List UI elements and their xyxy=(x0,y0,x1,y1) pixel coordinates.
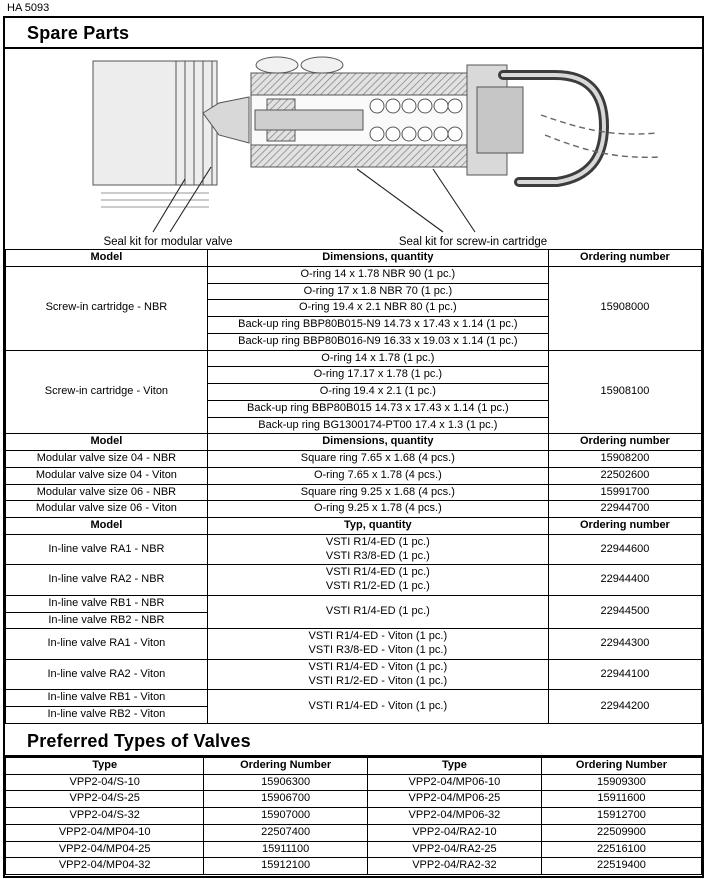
doc-number: HA 5093 xyxy=(7,2,50,14)
dimensions-column-header: Dimensions, quantity xyxy=(207,434,548,451)
table-header-row xyxy=(6,757,702,774)
ordering-number-cell: 15908000 xyxy=(548,266,701,350)
model-cell: In-line valve RA2 - NBR xyxy=(6,565,208,596)
dimension-cell xyxy=(207,565,548,596)
cell-line: VSTI R1/4-ED - Viton (1 pc.) xyxy=(308,699,448,712)
dimension-cell: Back-up ring BBP80B015 14.73 x 17.43 x 1.14 (1 pc.) xyxy=(207,400,548,417)
type-cell: VPP2-04/MP06-32 xyxy=(367,808,541,825)
type-cell: VPP2-04/MP04-25 xyxy=(6,841,204,858)
type-column-header: Type xyxy=(367,757,541,774)
ordering-column-header: Ordering Number xyxy=(541,757,701,774)
table-row xyxy=(6,774,702,791)
cell-line: VSTI R1/4-ED - Viton (1 pc.) xyxy=(308,660,448,673)
model-cell: In-line valve RB2 - NBR xyxy=(6,612,208,629)
table-row xyxy=(6,501,702,518)
dimension-cell: Back-up ring BG1300174-PT00 17.4 x 1.3 (1 pc.) xyxy=(207,417,548,434)
ordering-number-cell: 15912700 xyxy=(541,808,701,825)
cell-line: VSTI R1/4-ED (1 pc.) xyxy=(325,605,430,618)
valve-drawing xyxy=(5,49,702,249)
model-cell: Modular valve size 04 - Viton xyxy=(6,467,208,484)
type-cell: VPP2-04/MP04-32 xyxy=(6,858,204,875)
ordering-number-cell: 22944400 xyxy=(548,565,701,596)
spare-parts-table xyxy=(5,249,702,724)
table-header-row xyxy=(6,434,702,451)
ordering-number-cell: 22944500 xyxy=(548,595,701,629)
table-row xyxy=(6,350,702,367)
content-frame xyxy=(3,16,704,878)
model-column-header: Model xyxy=(6,434,208,451)
cell-line: VSTI R3/8-ED - Viton (1 pc.) xyxy=(308,644,448,656)
ordering-number-cell: 22944100 xyxy=(548,659,701,690)
preferred-tbody xyxy=(6,757,702,874)
table-row xyxy=(6,659,702,690)
preferred-types-table xyxy=(5,757,702,875)
table-row xyxy=(6,858,702,875)
ordering-number-cell: 15991700 xyxy=(548,484,701,501)
model-cell: Screw-in cartridge - Viton xyxy=(6,350,208,434)
type-cell: VPP2-04/S-32 xyxy=(6,808,204,825)
ordering-number-cell: 15908200 xyxy=(548,451,701,468)
dimension-cell: O-ring 14 x 1.78 NBR 90 (1 pc.) xyxy=(207,266,548,283)
table-row xyxy=(6,565,702,596)
table-row xyxy=(6,484,702,501)
ordering-number-cell: 22944300 xyxy=(548,629,701,660)
type-cell: VPP2-04/MP06-10 xyxy=(367,774,541,791)
model-cell: In-line valve RA1 - NBR xyxy=(6,534,208,565)
dimension-cell: O-ring 9.25 x 1.78 (4 pcs.) xyxy=(207,501,548,518)
model-cell: Modular valve size 06 - Viton xyxy=(6,501,208,518)
model-cell: In-line valve RA1 - Viton xyxy=(6,629,208,660)
ordering-number-cell: 15908100 xyxy=(548,350,701,434)
cell-line: VSTI R3/8-ED (1 pc.) xyxy=(325,549,430,562)
ordering-number-cell: 15907000 xyxy=(204,808,368,825)
table-header-row xyxy=(6,518,702,535)
cell-line: VSTI R1/4-ED (1 pc.) xyxy=(325,535,430,548)
table-row xyxy=(6,266,702,283)
table-row xyxy=(6,595,702,612)
ordering-number-cell: 22502600 xyxy=(548,467,701,484)
type-cell: VPP2-04/S-10 xyxy=(6,774,204,791)
cell-line: VSTI R1/2-ED (1 pc.) xyxy=(325,580,430,592)
model-cell: In-line valve RB2 - Viton xyxy=(6,707,208,724)
dimension-cell: Back-up ring BBP80B015-N9 14.73 x 17.43 x 1.14 (1 pc.) xyxy=(207,317,548,334)
dimension-cell: O-ring 19.4 x 2.1 (1 pc.) xyxy=(207,384,548,401)
dimension-cell: O-ring 17 x 1.8 NBR 70 (1 pc.) xyxy=(207,283,548,300)
model-column-header: Model xyxy=(6,250,208,267)
dimension-cell: O-ring 19.4 x 2.1 NBR 80 (1 pc.) xyxy=(207,300,548,317)
type-cell: VPP2-04/RA2-25 xyxy=(367,841,541,858)
model-cell: In-line valve RB1 - Viton xyxy=(6,690,208,707)
model-cell: Modular valve size 04 - NBR xyxy=(6,451,208,468)
type-cell: VPP2-04/RA2-32 xyxy=(367,858,541,875)
dimensions-column-header: Dimensions, quantity xyxy=(207,250,548,267)
ordering-number-cell: 15909300 xyxy=(541,774,701,791)
ordering-number-cell: 15906700 xyxy=(204,791,368,808)
table-row xyxy=(6,841,702,858)
seal-kit-cartridge-label: Seal kit for screw-in cartridge xyxy=(398,236,548,248)
dimension-cell xyxy=(207,595,548,629)
dimension-cell xyxy=(207,659,548,690)
table-row xyxy=(6,690,702,707)
ordering-number-cell: 22507400 xyxy=(204,824,368,841)
cell-line: VSTI R1/4-ED (1 pc.) xyxy=(325,566,430,579)
preferred-types-title: Preferred Types of Valves xyxy=(5,726,702,757)
model-cell: Modular valve size 06 - NBR xyxy=(6,484,208,501)
dimensions-column-header: Typ, quantity xyxy=(207,518,548,535)
model-column-header: Model xyxy=(6,518,208,535)
table-row xyxy=(6,808,702,825)
ordering-column-header: Ordering number xyxy=(548,434,701,451)
table-row xyxy=(6,791,702,808)
table-header-row xyxy=(6,250,702,267)
dimension-cell: Back-up ring BBP80B016-N9 16.33 x 19.03 x 1.14 (1 pc.) xyxy=(207,333,548,350)
page-title: Spare Parts xyxy=(5,18,702,49)
type-column-header: Type xyxy=(6,757,204,774)
ordering-column-header: Ordering number xyxy=(548,518,701,535)
seal-kit-modular-label: Seal kit for modular valve xyxy=(103,236,233,248)
model-cell: Screw-in cartridge - NBR xyxy=(6,266,208,350)
ordering-number-cell: 15906300 xyxy=(204,774,368,791)
type-cell: VPP2-04/MP06-25 xyxy=(367,791,541,808)
dimension-cell xyxy=(207,629,548,660)
model-cell: In-line valve RB1 - NBR xyxy=(6,595,208,612)
dimension-cell: O-ring 17.17 x 1.78 (1 pc.) xyxy=(207,367,548,384)
cell-line: VSTI R1/2-ED - Viton (1 pc.) xyxy=(308,674,448,687)
table-row xyxy=(6,467,702,484)
type-cell: VPP2-04/MP04-10 xyxy=(6,824,204,841)
dimension-cell: O-ring 7.65 x 1.78 (4 pcs.) xyxy=(207,467,548,484)
cell-line: VSTI R1/4-ED - Viton (1 pc.) xyxy=(308,630,448,643)
modular-valve-body xyxy=(93,61,217,207)
ordering-number-cell: 15912100 xyxy=(204,858,368,875)
adjustment-cap xyxy=(467,65,523,175)
model-cell: In-line valve RA2 - Viton xyxy=(6,659,208,690)
type-cell: VPP2-04/RA2-10 xyxy=(367,824,541,841)
ordering-number-cell: 22516100 xyxy=(541,841,701,858)
type-cell: VPP2-04/S-25 xyxy=(6,791,204,808)
ordering-number-cell: 15911100 xyxy=(204,841,368,858)
spare-parts-tbody xyxy=(6,250,702,724)
ordering-column-header: Ordering Number xyxy=(204,757,368,774)
ordering-number-cell: 22519400 xyxy=(541,858,701,875)
ordering-number-cell: 22944200 xyxy=(548,690,701,724)
dimension-cell xyxy=(207,690,548,724)
ordering-column-header: Ordering number xyxy=(548,250,701,267)
dimension-cell xyxy=(207,534,548,565)
table-row xyxy=(6,451,702,468)
dimension-cell: Square ring 9.25 x 1.68 (4 pcs.) xyxy=(207,484,548,501)
table-row xyxy=(6,629,702,660)
valve-cross-section-diagram xyxy=(5,49,702,249)
table-row xyxy=(6,534,702,565)
ordering-number-cell: 22509900 xyxy=(541,824,701,841)
ordering-number-cell: 22944600 xyxy=(548,534,701,565)
ordering-number-cell: 22944700 xyxy=(548,501,701,518)
ordering-number-cell: 15911600 xyxy=(541,791,701,808)
dimension-cell: Square ring 7.65 x 1.68 (4 pcs.) xyxy=(207,451,548,468)
dimension-cell: O-ring 14 x 1.78 (1 pc.) xyxy=(207,350,548,367)
table-row xyxy=(6,824,702,841)
